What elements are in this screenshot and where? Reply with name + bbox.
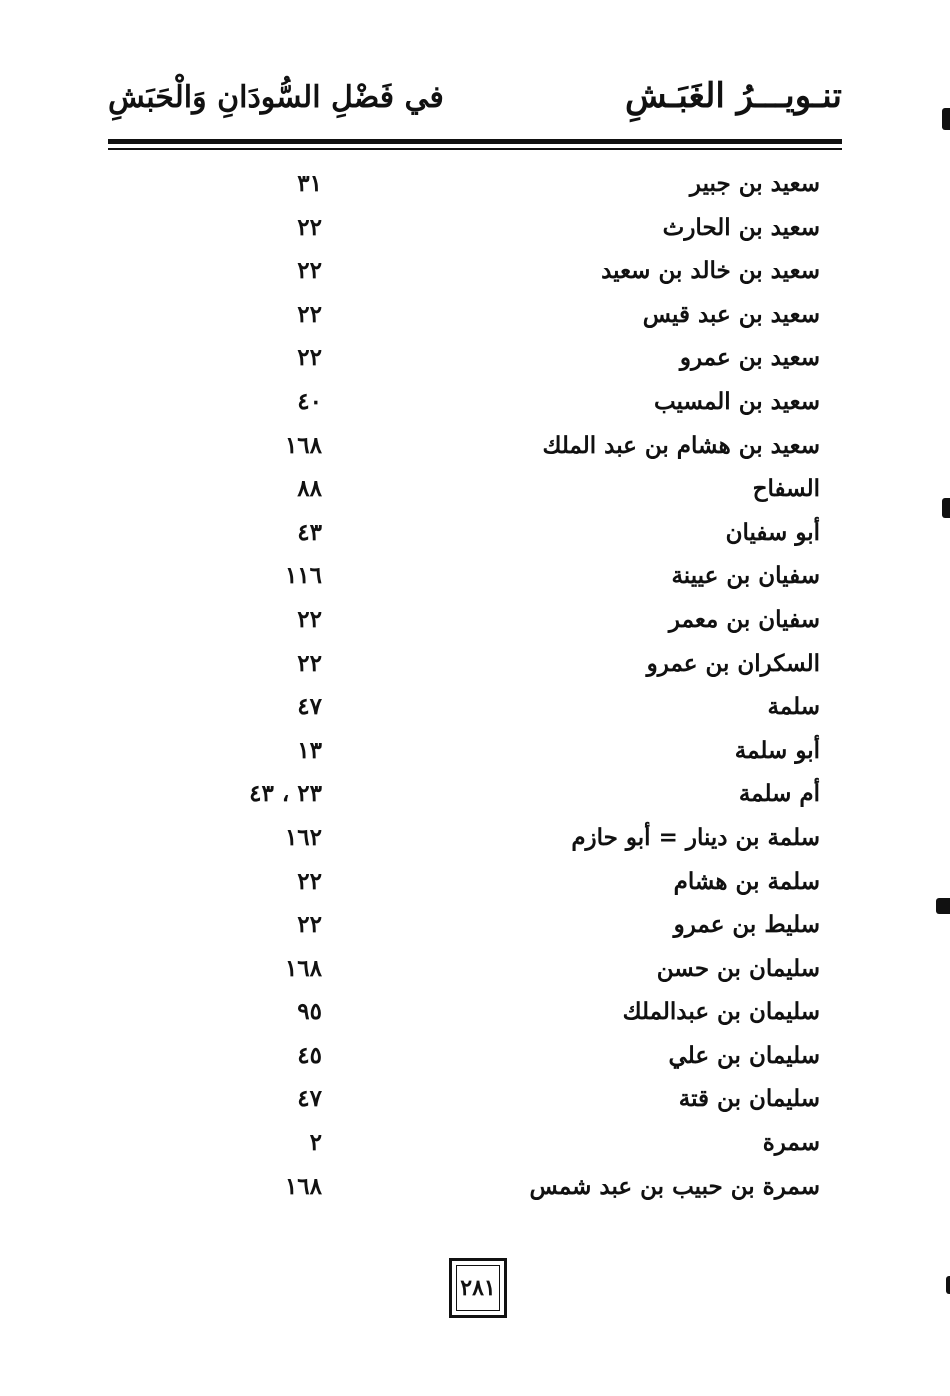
entry-name: سليمان بن حسن bbox=[656, 954, 820, 982]
entry-pages: ٢٢ bbox=[297, 911, 322, 939]
entry-pages: ٩٥ bbox=[297, 998, 322, 1026]
book-subtitle: في فَضْلِ السُّودَانِ وَالْحَبَشِ bbox=[108, 80, 444, 115]
entry-pages: ٢٢ bbox=[297, 867, 322, 895]
entry-pages: ٢٢ bbox=[297, 605, 322, 633]
page-edge-mark bbox=[942, 108, 950, 130]
entry-pages: ١٣ bbox=[297, 736, 322, 764]
page-edge-mark bbox=[946, 1276, 950, 1294]
index-entry bbox=[200, 515, 820, 559]
entry-name: أم سلمة bbox=[738, 780, 820, 808]
index-entry bbox=[200, 602, 820, 646]
index-entry bbox=[200, 689, 820, 733]
entry-pages: ٣١ bbox=[297, 170, 322, 197]
entry-pages: ٢٢ bbox=[297, 300, 322, 328]
index-entry bbox=[200, 166, 820, 210]
entry-name: سمرة بن حبيب بن عبد شمس bbox=[529, 1172, 820, 1200]
index-entry bbox=[200, 297, 820, 341]
entry-pages: ١١٦ bbox=[284, 562, 322, 590]
index-entry bbox=[200, 384, 820, 428]
index-entry bbox=[200, 340, 820, 384]
entry-pages: ٨٨ bbox=[297, 475, 322, 503]
entry-pages: ٤٠ bbox=[297, 387, 322, 415]
entry-name: السفاح bbox=[752, 475, 820, 503]
entry-name: سليمان بن علي bbox=[668, 1041, 820, 1069]
entry-pages: ١٦٨ bbox=[284, 954, 322, 982]
entry-name: أبو سلمة bbox=[734, 736, 820, 764]
entry-name: سليمان بن قتة bbox=[678, 1085, 820, 1113]
entry-pages: ٤٧ bbox=[297, 1085, 322, 1113]
header-rule-thick bbox=[108, 139, 842, 144]
index-entry bbox=[200, 820, 820, 864]
index-entry bbox=[200, 907, 820, 951]
entry-name: سعيد بن هشام بن عبد الملك bbox=[542, 431, 820, 459]
name-index-list bbox=[200, 166, 820, 1212]
entry-name: سلمة بن هشام bbox=[673, 867, 820, 895]
index-entry bbox=[200, 1169, 820, 1213]
entry-name: سليط بن عمرو bbox=[673, 911, 820, 939]
index-entry bbox=[200, 733, 820, 777]
entry-pages: ٤٣ bbox=[297, 518, 322, 546]
entry-name: سعيد بن عبد قيس bbox=[642, 300, 820, 328]
entry-name: سعيد بن الحارث bbox=[662, 213, 820, 241]
header-rule-thin bbox=[108, 148, 842, 150]
index-entry bbox=[200, 1081, 820, 1125]
index-entry bbox=[200, 1125, 820, 1169]
entry-pages: ٢٢ bbox=[297, 213, 322, 241]
entry-name: سعيد بن عمرو bbox=[679, 344, 820, 372]
entry-pages: ٤٧ bbox=[297, 693, 322, 721]
entry-pages: ١٦٨ bbox=[284, 1172, 322, 1200]
index-entry bbox=[200, 471, 820, 515]
entry-pages: ١٦٨ bbox=[284, 431, 322, 459]
index-entry bbox=[200, 951, 820, 995]
entry-name: سعيد بن خالد بن سعيد bbox=[601, 257, 820, 285]
entry-pages: ٢٣ ، ٤٣ bbox=[249, 780, 322, 808]
entry-pages: ٢٢ bbox=[297, 649, 322, 677]
entry-name: سلمة بن دينار = أبو حازم bbox=[571, 823, 820, 851]
entry-pages: ٤٥ bbox=[297, 1041, 322, 1069]
index-entry bbox=[200, 864, 820, 908]
book-title: تنـويـــرُ الغَبَـشِ bbox=[625, 76, 842, 116]
page-header bbox=[108, 70, 842, 130]
entry-name: سمرة bbox=[762, 1129, 820, 1157]
page-edge-mark bbox=[942, 498, 950, 518]
index-entry bbox=[200, 558, 820, 602]
entry-name: سعيد بن المسيب bbox=[653, 387, 820, 415]
entry-name: السكران بن عمرو bbox=[646, 649, 820, 677]
index-entry bbox=[200, 253, 820, 297]
entry-pages: ٢ bbox=[309, 1129, 322, 1157]
entry-name: سفيان بن معمر bbox=[668, 605, 820, 633]
entry-pages: ١٦٢ bbox=[284, 823, 322, 851]
entry-name: سفيان بن عيينة bbox=[671, 562, 820, 590]
index-entry bbox=[200, 994, 820, 1038]
entry-pages: ٢٢ bbox=[297, 257, 322, 285]
index-entry bbox=[200, 210, 820, 254]
entry-name: سعيد بن جبير bbox=[689, 170, 820, 197]
index-entry bbox=[200, 646, 820, 690]
index-entry bbox=[200, 1038, 820, 1082]
index-entry bbox=[200, 776, 820, 820]
entry-pages: ٢٢ bbox=[297, 344, 322, 372]
page-edge-mark bbox=[936, 898, 950, 914]
entry-name: أبو سفيان bbox=[725, 518, 820, 546]
page-number-frame bbox=[449, 1258, 507, 1318]
entry-name: سليمان بن عبدالملك bbox=[622, 998, 820, 1026]
entry-name: سلمة bbox=[767, 693, 820, 721]
index-entry bbox=[200, 428, 820, 472]
page-number: ٢٨١ bbox=[460, 1275, 496, 1301]
